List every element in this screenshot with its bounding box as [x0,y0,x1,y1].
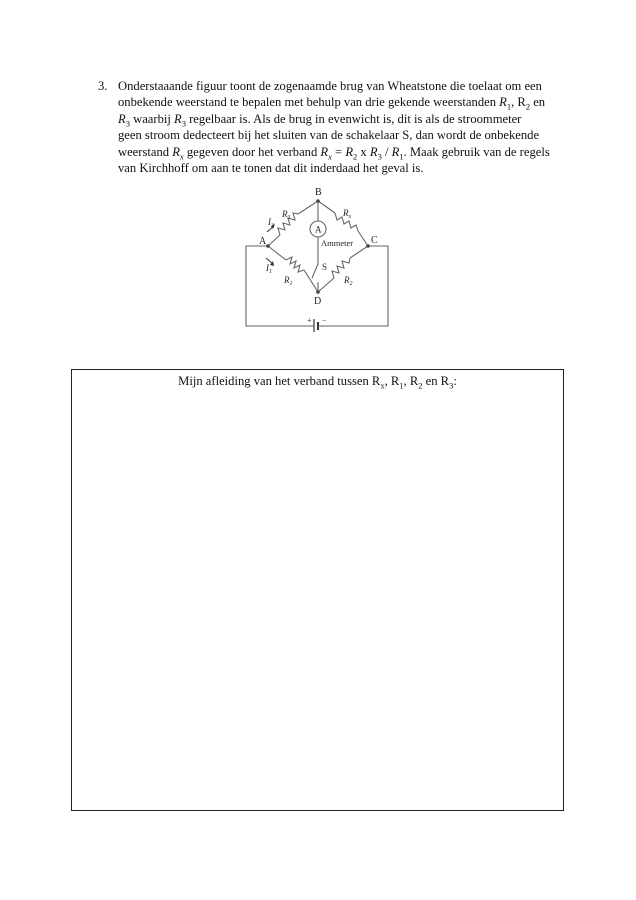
node-a [266,244,270,248]
label-b: B [315,187,322,198]
answer-box[interactable] [71,369,564,811]
wire [304,270,318,292]
wire [358,231,368,246]
label-rx: $R_x$ [343,208,352,220]
node-b [316,199,320,203]
wire [318,201,335,213]
question-line: van Kirchhoff om aan te tonen dat dit inderdaad het geval is. [118,161,424,176]
resistor-r1 [286,257,304,272]
label-r2: $R_2$ [344,275,353,287]
label-a: A [259,236,267,247]
wire [268,235,280,246]
question-line: $R_3$ waarbij $R_3$ regelbaar is. Als de brug in evenwicht is, dit is als de stroommeter [118,111,522,129]
wire [298,201,318,214]
battery-minus-label: − [322,316,327,325]
wheatstone-bridge-figure [238,186,396,332]
label-s: S [322,262,328,272]
answer-box-title: Mijn afleiding van het verband tussen $R_x$, $R_1$, $R_2$ en $R_3$: [178,374,457,391]
label-d: D [314,296,322,307]
ammeter-letter: A [315,224,322,235]
node-d [316,290,320,294]
switch-s [312,264,318,278]
label-r1: $R_1$ [284,275,293,287]
question-line: geen stroom dedecteert bij het sluiten van de schakelaar S, dan wordt de onbekende [118,128,540,143]
label-r3: $R_3$ [282,209,291,221]
wire [318,278,334,292]
circuit-diagram [238,186,396,332]
node-c [366,244,370,248]
label-c: C [371,235,378,246]
wire [268,246,286,260]
question-text [118,78,568,176]
ammeter-label: Ammeter [321,238,354,248]
question-line: onbekende weerstand te bepalen met behulp van drie gekende weerstanden $R_1$, $R_2$ en [118,95,546,112]
wire [324,246,388,326]
question-number: 3. [98,79,108,93]
wire [246,246,310,326]
battery-plus-label: + [307,316,312,325]
question-line: Onderstaaande figuur toont de zogenaamde brug van Wheatstone die toelaat om een [118,79,542,93]
question-line: weerstand $R_x$ gegeven door het verband $R_x = R_2$ x $R_3 / R_1$. Maak gebruik van de regels [118,144,550,162]
label-i3: $I_3$ [268,217,274,229]
label-i1: $I_1$ [266,263,272,275]
